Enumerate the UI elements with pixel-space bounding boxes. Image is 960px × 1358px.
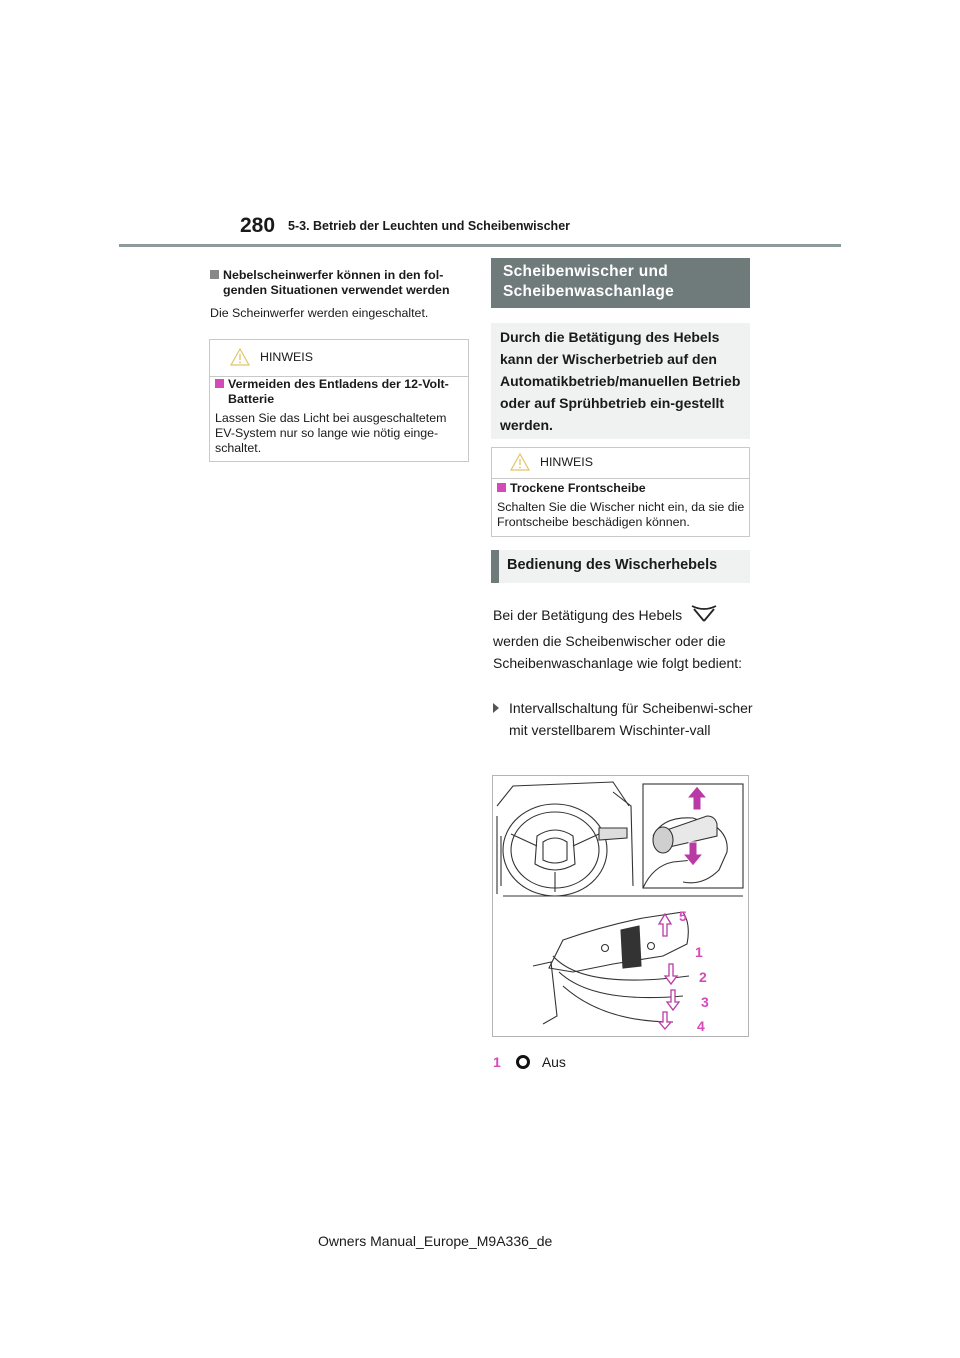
- section-banner: Scheibenwischer und Scheibenwaschanlage: [491, 258, 750, 308]
- notice-text: Lassen Sie das Licht bei ausgeschaltetem EV-System nur so lange wie nötig einge-schaltet.: [215, 411, 447, 455]
- figure-label-1: 1: [695, 944, 703, 960]
- warning-triangle-icon: [510, 453, 530, 471]
- square-bullet-icon: [210, 270, 219, 279]
- figure-label-5: 5: [679, 908, 687, 924]
- item-text: Aus: [541, 1054, 566, 1070]
- warning-triangle-icon: [230, 348, 250, 366]
- square-bullet-icon: [215, 379, 224, 388]
- wiper-lever-illustration: [492, 775, 749, 1037]
- intro-box: Durch die Betätigung des Hebels kann der Wischerbetrieb auf den Automatikbetrieb/manuellen Betrieb oder auf Sprühbetrieb ein-gestellt werden.: [491, 323, 750, 439]
- notice-header: [210, 340, 468, 377]
- header-divider: [119, 244, 841, 247]
- sub-banner: Bedienung des Wischerhebels: [491, 550, 750, 583]
- figure-label-3: 3: [701, 994, 709, 1010]
- illustration-svg: [493, 776, 748, 1036]
- notice-box-battery: [209, 339, 469, 462]
- fog-lights-body: Die Scheinwerfer werden eingeschaltet.: [210, 306, 429, 320]
- off-symbol-icon: [515, 1054, 531, 1070]
- bullet-item: Intervallschaltung für Scheibenwi-scher mit verstellbarem Wischinter-vall: [493, 697, 753, 741]
- footer-text: Owners Manual_Europe_M9A336_de: [318, 1233, 553, 1249]
- notice-header: [492, 448, 749, 479]
- fog-lights-heading: Nebelscheinwerfer können in den fol- genden Situationen verwendet werden: [210, 268, 468, 298]
- notice-label: HINWEIS: [540, 455, 594, 469]
- lever-paragraph: Bei der Betätigung des Hebels werden die Scheibenwischer oder die Scheibenwaschanlage wie folgt bedient:: [493, 603, 753, 674]
- notice-box-windshield: [491, 447, 750, 537]
- notice-heading: Vermeiden des Entladens der 12-Volt- Batterie: [215, 377, 463, 407]
- page-number: 280: [240, 214, 276, 237]
- figure-label-2: 2: [699, 969, 707, 985]
- lever-paragraph-line1: Bei der Betätigung des Hebels: [493, 603, 753, 626]
- notice-heading: Trockene Frontscheibe: [497, 481, 646, 495]
- square-bullet-icon: [497, 483, 506, 492]
- item-number: 1: [493, 1054, 501, 1070]
- notice-text: Schalten Sie die Wischer nicht ein, da sie die Frontscheibe beschädigen können.: [497, 500, 745, 529]
- triangle-bullet-icon: [493, 703, 499, 713]
- list-item-off: [493, 1054, 566, 1070]
- notice-label: HINWEIS: [260, 350, 314, 364]
- wiper-lever-icon: [690, 603, 718, 623]
- section-title: 5-3. Betrieb der Leuchten und Scheibenwischer: [288, 219, 571, 233]
- figure-label-4: 4: [697, 1018, 705, 1034]
